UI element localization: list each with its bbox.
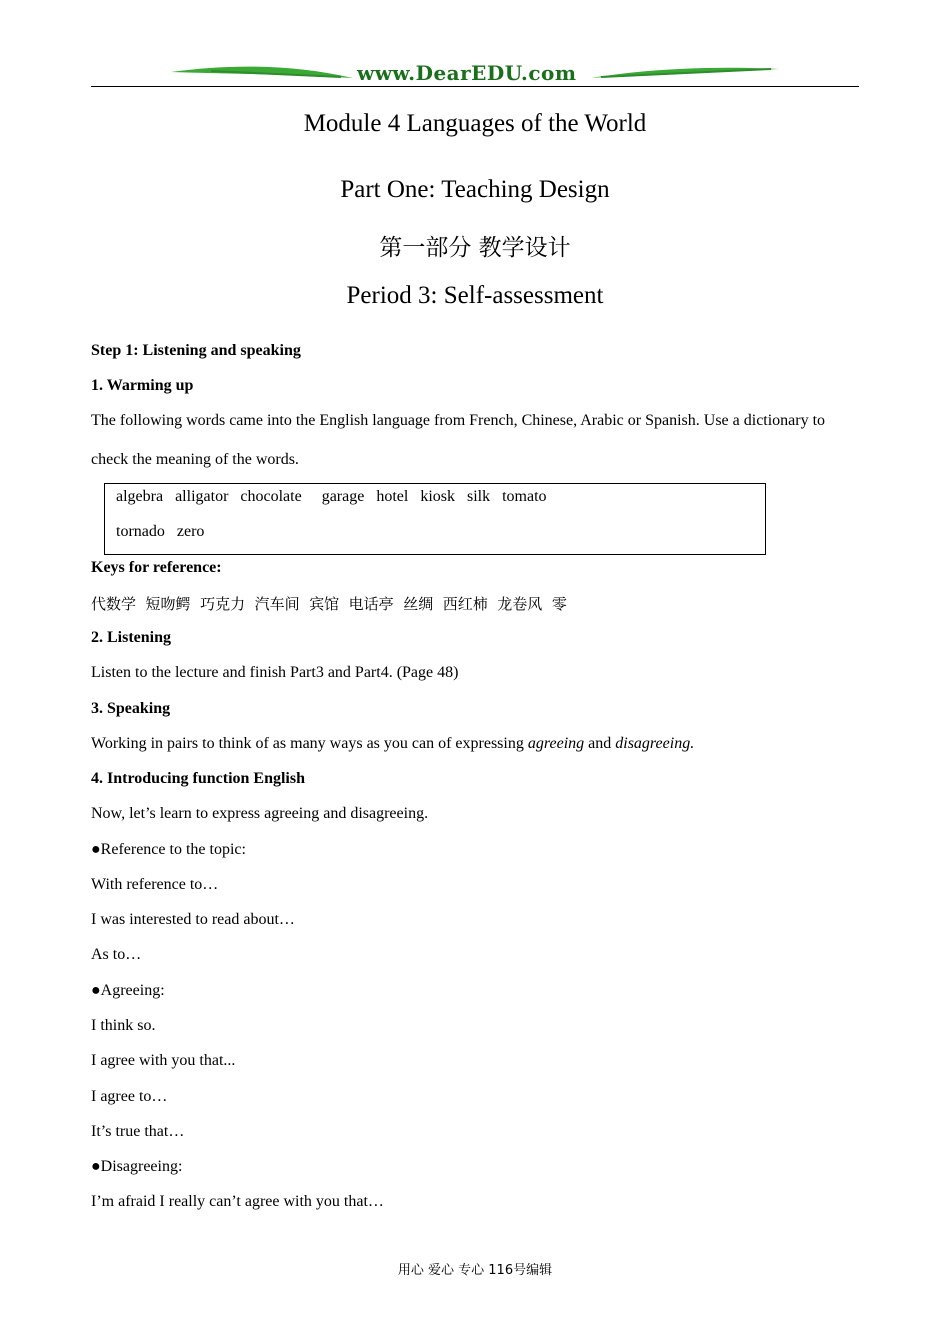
list-item: I was interested to read about… bbox=[91, 911, 295, 928]
speaking-emphasis-agreeing: agreeing bbox=[527, 735, 585, 752]
list-item: With reference to… bbox=[91, 876, 219, 893]
disagreeing-label: ●Disagreeing: bbox=[91, 1158, 183, 1175]
part-title: Part One: Teaching Design bbox=[340, 176, 610, 203]
list-item: I agree with you that... bbox=[91, 1052, 236, 1069]
list-item: It’s true that… bbox=[91, 1123, 185, 1140]
agreeing-label: ●Agreeing: bbox=[91, 982, 165, 999]
page-footer: 用心 爱心 专心 116号编辑 bbox=[397, 1263, 553, 1278]
word-list-row-2: tornado zero bbox=[116, 523, 205, 540]
warming-up-text-line-1: The following words came into the English language from French, Chinese, Arabic or Spanish. Use a dictionary to bbox=[91, 412, 826, 429]
reference-topic-label: ●Reference to the topic: bbox=[91, 841, 246, 858]
listening-text: Listen to the lecture and finish Part3 and Part4. (Page 48) bbox=[91, 664, 459, 681]
function-english-intro: Now, let’s learn to express agreeing and disagreeing. bbox=[91, 805, 429, 822]
list-item: As to… bbox=[91, 946, 142, 963]
site-logo-text[interactable]: www.DearEDU.com bbox=[357, 61, 577, 85]
bullet-icon: ● bbox=[91, 1158, 101, 1175]
list-item: I think so. bbox=[91, 1017, 156, 1034]
speaking-heading: 3. Speaking bbox=[91, 700, 171, 717]
part-title-chinese: 第一部分 教学设计 bbox=[379, 235, 571, 261]
header-divider bbox=[91, 86, 859, 87]
listening-heading: 2. Listening bbox=[91, 629, 172, 646]
speaking-text-main: Working in pairs to think of as many ways as you can of expressing bbox=[91, 735, 528, 752]
page-header bbox=[91, 58, 859, 90]
keys-chinese-list: 代数学 短吻鳄 巧克力 汽车间 宾馆 电话亭 丝绸 西红柿 龙卷风 零 bbox=[91, 595, 567, 613]
warming-up-heading: 1. Warming up bbox=[91, 377, 194, 394]
module-title: Module 4 Languages of the World bbox=[303, 110, 647, 137]
function-english-heading: 4. Introducing function English bbox=[91, 770, 305, 787]
speaking-text-and: and bbox=[584, 735, 616, 752]
bullet-icon: ● bbox=[91, 841, 101, 858]
word-list-box bbox=[104, 483, 766, 555]
speaking-emphasis-disagreeing: disagreeing. bbox=[615, 735, 695, 752]
list-item: I agree to… bbox=[91, 1088, 168, 1105]
speaking-text bbox=[91, 735, 694, 753]
word-list-row-1: algebra alligator chocolate garage hotel kiosk silk tomato bbox=[116, 488, 547, 505]
step1-heading: Step 1: Listening and speaking bbox=[91, 342, 301, 359]
list-item: I’m afraid I really can’t agree with you that… bbox=[91, 1193, 384, 1210]
keys-heading: Keys for reference: bbox=[91, 559, 222, 576]
period-title: Period 3: Self-assessment bbox=[346, 282, 604, 309]
bullet-icon: ● bbox=[91, 982, 101, 999]
warming-up-text-line-2: check the meaning of the words. bbox=[91, 451, 299, 468]
